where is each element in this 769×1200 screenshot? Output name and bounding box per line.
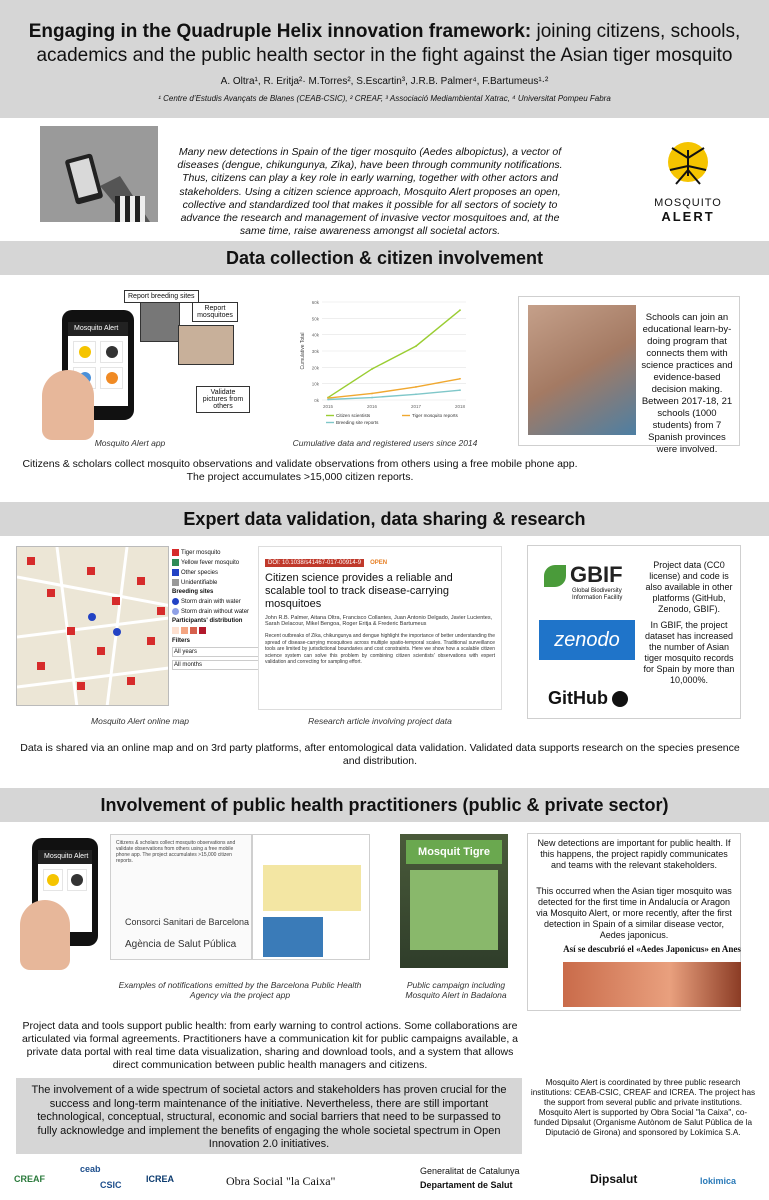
x-tick-label: 2018 [454,404,466,409]
schools-text: Schools can join an educational learn-by-doing program that connects them with science practices and evidence-based decision making. Between 2017-18, 21 schools (1000 students) from 7 Spanish provinces were involved. [641,312,733,455]
logo-dep-salut: Departament de Salut [420,1180,513,1190]
sponsor-logos [0,1162,769,1198]
series-line [328,390,460,399]
notification-banner [263,865,361,911]
logo-word-mosquito: MOSQUITO [654,197,722,209]
legend-drain-dry[interactable]: Storm drain without water [172,608,261,615]
y-tick-label: 40k [311,332,319,338]
schools-photo [528,305,636,435]
article-authors: John R.B. Palmer, Aitana Oltra, Francisco Collantes, Juan Antonio Delgado, Javier Lucientes, Sarah Delacour, Mikel Bengoa, Roger Eritja & Frederic Bartumeus [265,615,493,627]
coordination-text: Mosquito Alert is coordinated by three public research institutions: CEAB-CSIC, CREAF and ICREA. The project has the support from several public and private institutions. Mosquito Alert is supported by Obra Social "la Caixa", co-funded Dipsalut (Organisme Autònom de Salut Pública de la Diputació de Girona) and sponsored by Lokímica S.A. [530,1078,756,1137]
y-tick-label: 0k [314,398,319,403]
mosquito-icon [658,140,718,192]
intro-photo [40,126,158,222]
github-logo: GitHub [548,688,628,709]
legend-yellow[interactable]: Yellow fever mosquito [172,559,261,566]
caption-notifications: Examples of notifications emitted by the Barcelona Public Health Agency via the project app [118,980,362,1000]
series-line [328,310,460,397]
section3-body: Project data and tools support public health: from early warning to control actions. Some collaborations are articulated via formal agreements. Practitioners have a communication kit for public campaigns available, a private data portal with real time data visualization, sharing and download tools, and a system that allows direct communication between public health managers and citizens. [21,1020,519,1071]
mosquito-photo [178,325,234,365]
logo-la-caixa: Obra Social "la Caixa" [226,1174,336,1188]
caption-chart: Cumulative data and registered users since 2014 [292,438,478,448]
notification-card-1 [110,834,252,960]
legend-drain-water[interactable]: Storm drain with water [172,598,261,605]
platforms-text-2: In GBIF, the project dataset has increased the number of Asian tiger mosquito records for Spain by more than 10,000%. [643,620,735,685]
hand-graphic [42,370,94,440]
callout-report-mosquitoes: Report mosquitoes [192,302,238,322]
news-photo [563,962,741,1007]
legend-label: Tiger mosquito reports [412,413,458,418]
conclusion-box: The involvement of a wide spectrum of societal actors and stakeholders has proven crucial for the success and long-term maintenance of the initiative. Nevertheless, there are still important technological, conceptual, structural, economic and social barriers that need to be surpassed to fully acknowledge and implement the benefits of engaging the whole societal spectrum in Open Innovation 2.0 initiatives. [16,1078,522,1154]
legend-label: Citizen scientists [336,413,371,418]
filter-years[interactable]: All years [172,647,261,657]
detections-text-2: This occurred when the Asian tiger mosquito was detected for the first time in Andalucía or Aragon via Mosquito Alert, or more recently, after the first detection in Spain of a similar disease vector, Aedes japonicus. [536,886,732,940]
article-doi: DOI: 10.1038/s41467-017-00914-9 [265,559,364,567]
callout-breeding-sites: Report breeding sites [124,290,199,303]
x-tick-label: 2015 [322,404,334,409]
zenodo-logo: zenodo [539,620,635,660]
y-tick-label: 50k [311,316,319,322]
article-title: Citizen science provides a reliable and scalable tool to track disease-carrying mosquitoes [265,572,453,610]
caption-article: Research article involving project data [308,716,452,726]
github-octocat-icon [612,691,628,707]
y-tick-label: 30k [311,349,319,354]
logo-csic: CSIC [100,1180,122,1190]
data-point [371,393,373,395]
article-open-badge: OPEN [370,560,388,566]
x-tick-label: 2017 [410,404,422,409]
campaign-poster-title: Mosquit Tigre [406,840,502,864]
intro-text: Many new detections in Spain of the tiger mosquito (Aedes albopictus), a vector of diseases (dengue, chikungunya, Zika), have been through community notifications. Thus, citizens can play a key role in early warning, together with other actors and stakeholders. Using a citizen science approach, Mosquito Alert proposes an open, collective and standardized tool that makes it possible for all sectors of society to advance the research and management of invasive vector mosquitoes and, at the same time, raise awareness amongst all societal actors. [177,146,563,238]
legend-unidentifiable[interactable]: Unidentifiable [172,579,261,586]
data-point [371,397,373,399]
affiliations: ¹ Centre d’Estudis Avançats de Blanes (CEAB-CSIC), ² CREAF, ³ Associació Mediambiental Xatrac, ⁴ Universitat Pompeu Fabra [158,94,611,103]
data-point [415,393,417,395]
y-tick-label: 20k [311,365,319,371]
series-line [328,379,460,398]
detections-text-1: New detections are important for public health. If this happens, the project rapidly communicates and teams with the relevant stakeholders. [537,838,731,870]
notification-csb: Consorci Sanitari de Barcelona [125,917,250,927]
gbif-subtitle: Global Biodiversity Information Facility [572,588,623,601]
section2-body: Data is shared via an online map and on 3rd party platforms, after entomological data validation. Validated data supports research on the species presence and distribution. [20,742,740,767]
y-tick-label: 10k [311,381,319,387]
y-axis-label: Cumulative Total [300,332,306,370]
platforms-text-1: Project data (CC0 license) and code is also available in other platforms (GitHub, Zenodo, GBIF). [645,560,733,614]
logo-dipsalut: Dipsalut [590,1172,638,1186]
title-bold: Engaging in the Quadruple Helix innovation framework: [28,21,532,42]
logo-ceab: ceab [80,1164,101,1174]
x-tick-label: 2016 [366,404,378,409]
poster-title [20,20,749,68]
y-tick-label: 60k [311,300,319,305]
caption-campaign: Public campaign including Mosquito Alert in Badalona [405,980,507,1000]
campaign-poster-body [410,870,498,950]
caption-app: Mosquito Alert app [94,438,166,448]
legend-label: Breeding site reports [336,420,379,425]
section1-body: Citizens & scholars collect mosquito observations and validate observations from others using a free mobile phone app. The project accumulates >15,000 citizen reports. [22,458,578,483]
hand-graphic-2 [20,900,70,970]
logo-lokimica: lokimica [700,1176,737,1186]
legend-other[interactable]: Other species [172,569,261,576]
data-point [415,386,417,388]
filter-months[interactable]: All months [172,660,261,670]
research-article [258,546,502,710]
logo-creaf: CREAF [14,1174,45,1184]
gbif-icon [544,565,566,587]
logo-icrea: ICREA [146,1174,175,1184]
cumulative-chart [296,296,471,436]
validate-icon [100,367,123,389]
gbif-logo: GBIF [544,562,623,588]
news-headline: Así se descubrió el «Aedes Japonicus» en Anes [563,944,741,954]
campaign-photo [400,834,508,968]
notification-asp: Agència de Salut Pública [125,939,237,950]
legend-scale [172,627,261,634]
logo-generalitat: Generalitat de Catalunya [420,1166,520,1176]
notification-text: Citizens & scholars collect mosquito observations and validate observations from others using a free mobile phone app. The project accumulates >15,000 citizen reports. [116,840,236,864]
data-point [459,389,461,391]
section-heading-validation: Expert data validation, data sharing & research [0,502,769,536]
data-point [327,399,329,401]
report-mosquito-icon-2 [43,869,63,891]
report-site-icon-2 [67,869,87,891]
poster-header [0,0,769,118]
title-rest: joining citizens, schools, academics and the public health sector in the fight against the Asian tiger mosquito [36,21,741,66]
data-point [459,309,461,311]
report-mosquito-icon [73,341,96,363]
notification-card-2 [252,834,370,960]
notification-graphic [263,917,323,957]
caption-map: Mosquito Alert online map [91,716,189,726]
legend-tiger[interactable]: Tiger mosquito [172,549,261,556]
article-abstract: Recent outbreaks of Zika, chikungunya and dengue highlight the importance of better understanding the spread of disease-carrying mosquitoes across multiple spatio-temporal scales. Traditional surveillance tools are limited by jurisdictional boundaries and cost constraints. Here we show how a scalable citizen science system can solve this problem by combining citizen scientists' observations with expert validation and correcting for sampling effort. [265,633,495,665]
report-site-icon [100,341,123,363]
chart-svg [296,296,471,436]
app-bar-2: Mosquito Alert [38,850,92,864]
callout-validate: Validate pictures from others [196,386,250,413]
data-point [415,345,417,347]
section-heading-public-health: Involvement of public health practitioners (public & private sector) [0,788,769,822]
data-point [371,368,373,370]
legend-participants: Participants' distribution [172,618,243,625]
breeding-site-photo [140,302,180,342]
map-graphic [17,547,177,706]
map-legend [168,546,264,706]
authors: A. Oltra¹, R. Eritja²· M.Torres², S.Escartin³, J.R.B. Palmer⁴, F.Bartumeus¹·² [220,76,549,87]
section-heading-data-collection: Data collection & citizen involvement [0,241,769,275]
mosquito-alert-logo [638,140,738,230]
legend-breeding: Breeding sites [172,589,214,596]
legend-filters[interactable]: Filters [172,637,191,644]
data-point [459,378,461,380]
logo-word-alert: ALERT [661,209,715,224]
app-bar: Mosquito Alert [68,322,128,336]
